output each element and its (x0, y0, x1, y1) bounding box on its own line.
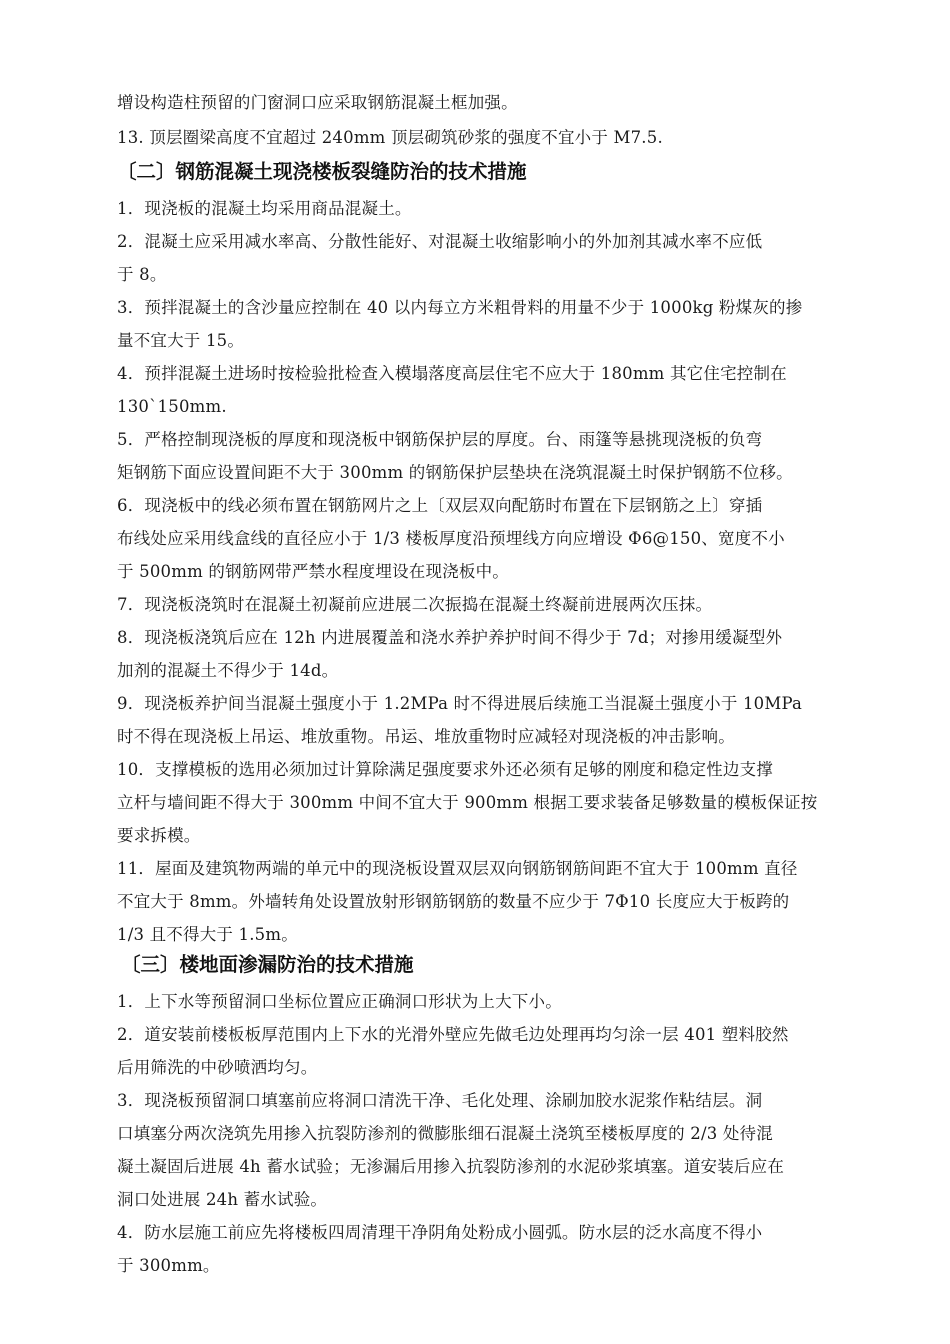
paragraph-line: 2．道安装前楼板板厚范围内上下水的光滑外壁应先做毛边处理再均匀涂一层 401 塑料胶然 (117, 1025, 789, 1044)
paragraph-line: 1/3 且不得大于 1.5m。 (117, 925, 298, 944)
paragraph-line: 5．严格控制现浇板的厚度和现浇板中钢筋保护层的厚度。台、雨篷等悬挑现浇板的负弯 (117, 430, 763, 449)
paragraph-line: 量不宜大于 15。 (117, 331, 245, 350)
paragraph-line: 7．现浇板浇筑时在混凝土初凝前应进展二次振捣在混凝土终凝前进展两次压抹。 (117, 595, 713, 614)
paragraph-line: 口填塞分两次浇筑先用掺入抗裂防渗剂的微膨胀细石混凝土浇筑至楼板厚度的 2/3 处待混 (117, 1124, 773, 1143)
paragraph-line: 凝土凝固后进展 4h 蓄水试验；无渗漏后用掺入抗裂防渗剂的水泥砂浆填塞。道安装后应在 (117, 1157, 785, 1176)
paragraph-line: 洞口处进展 24h 蓄水试验。 (117, 1190, 328, 1209)
paragraph-line: 1．现浇板的混凝土均采用商品混凝土。 (117, 199, 412, 218)
paragraph-line: 2．混凝土应采用减水率高、分散性能好、对混凝土收缩影响小的外加剂其减水率不应低 (117, 232, 763, 251)
paragraph-line: 4．防水层施工前应先将楼板四周清理干净阴角处粉成小圆弧。防水层的泛水高度不得小 (117, 1223, 763, 1242)
paragraph-line: 于 8。 (117, 265, 167, 284)
paragraph-line: 8．现浇板浇筑后应在 12h 内进展覆盖和浇水养护养护时间不得少于 7d；对掺用缓凝型外 (117, 628, 783, 647)
paragraph-line: 3．预拌混凝土的含沙量应控制在 40 以内每立方米粗骨料的用量不少于 1000kg 粉煤灰的掺 (117, 298, 803, 317)
paragraph-line: 10．支撑模板的选用必须加过计算除满足强度要求外还必须有足够的刚度和稳定性边支撑 (117, 760, 773, 779)
paragraph-line: 不宜大于 8mm。外墙转角处设置放射形钢筋钢筋的数量不应少于 7Φ10 长度应大于板跨的 (117, 892, 790, 911)
paragraph-line: 于 300mm。 (117, 1256, 220, 1275)
paragraph-line: 130`150mm. (117, 397, 227, 416)
paragraph-line: 3．现浇板预留洞口填塞前应将洞口清洗干净、毛化处理、涂刷加胶水泥浆作粘结层。洞 (117, 1091, 763, 1110)
paragraph-line: 11．屋面及建筑物两端的单元中的现浇板设置双层双向钢筋钢筋间距不宜大于 100mm 直径 (117, 859, 798, 878)
paragraph-line: 9．现浇板养护间当混凝土强度小于 1.2MPa 时不得进展后续施工当混凝土强度小于 10MPa (117, 694, 803, 713)
paragraph-line: 于 500mm 的钢筋网带严禁水程度埋设在现浇板中。 (117, 562, 509, 581)
section-heading: 〔二〕钢筋混凝土现浇楼板裂缝防治的技术措施 (117, 160, 527, 183)
paragraph-line: 增设构造柱预留的门窗洞口应采取钢筋混凝土框加强。 (117, 93, 518, 112)
paragraph-line: 立杆与墙间距不得大于 300mm 中间不宜大于 900mm 根据工要求装备足够数量的模板保证按 (117, 793, 818, 812)
paragraph-line: 时不得在现浇板上吊运、堆放重物。吊运、堆放重物时应减轻对现浇板的冲击影响。 (117, 727, 735, 746)
section-heading: 〔三〕楼地面渗漏防治的技术措施 (121, 953, 414, 976)
paragraph-line: 后用筛洗的中砂喷洒均匀。 (117, 1058, 318, 1077)
paragraph-line: 4．预拌混凝土进场时按检验批检查入模塌落度高层住宅不应大于 180mm 其它住宅控制在 (117, 364, 787, 383)
paragraph-line: 13. 顶层圈梁高度不宜超过 240mm 顶层砌筑砂浆的强度不宜小于 M7.5. (117, 128, 663, 147)
paragraph-line: 1．上下水等预留洞口坐标位置应正确洞口形状为上大下小。 (117, 992, 562, 1011)
paragraph-line: 布线处应采用线盒线的直径应小于 1/3 楼板厚度沿预埋线方向应增设 Φ6@150、宽度不小 (117, 529, 785, 548)
paragraph-line: 要求拆模。 (117, 826, 201, 845)
paragraph-line: 加剂的混凝土不得少于 14d。 (117, 661, 339, 680)
paragraph-line: 6．现浇板中的线必须布置在钢筋网片之上〔双层双向配筋时布置在下层钢筋之上〕穿插 (117, 496, 763, 515)
paragraph-line: 矩钢筋下面应设置间距不大于 300mm 的钢筋保护层垫块在浇筑混凝土时保护钢筋不位移。 (117, 463, 793, 482)
